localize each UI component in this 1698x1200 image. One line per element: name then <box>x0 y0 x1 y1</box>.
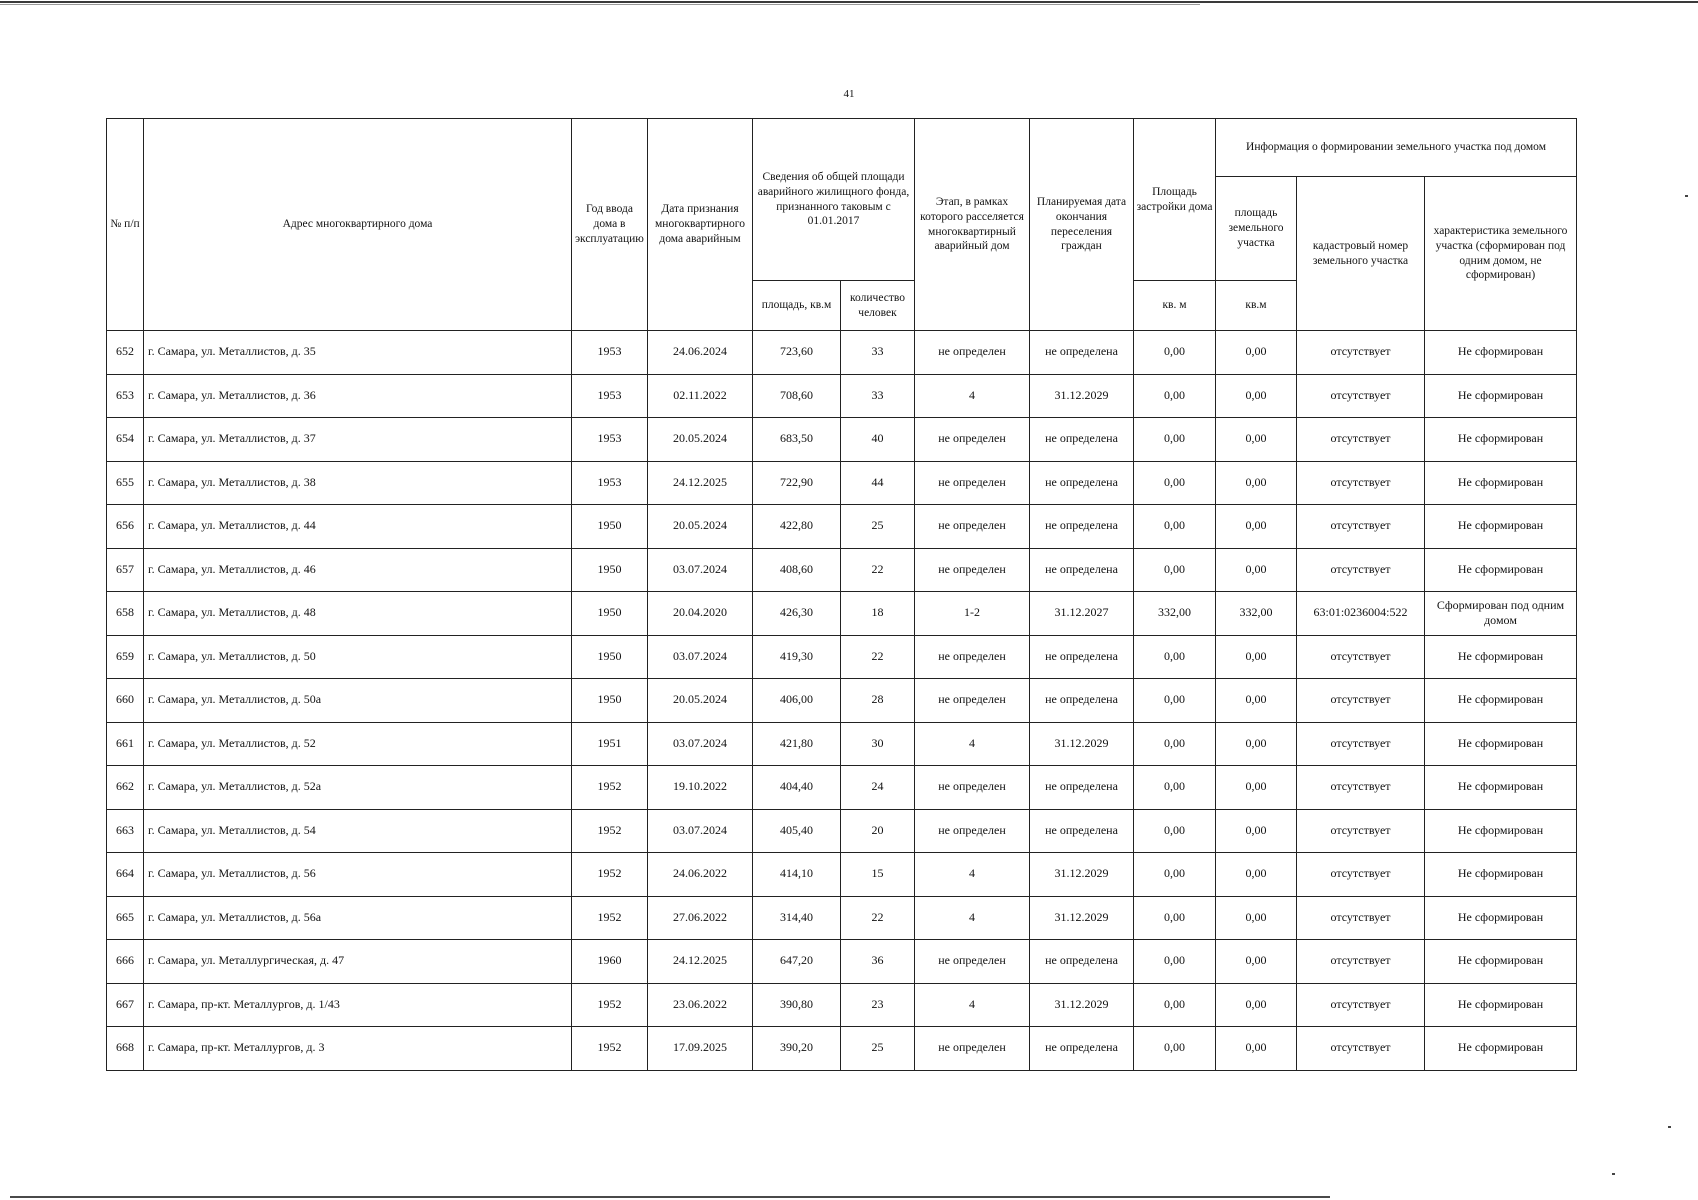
cell-row-number: 663 <box>107 809 144 853</box>
cell-land-area: 0,00 <box>1216 505 1297 549</box>
cell-footprint-area: 0,00 <box>1134 940 1216 984</box>
cell-footprint-area: 0,00 <box>1134 331 1216 375</box>
table-row <box>107 635 1577 679</box>
cell-land-characteristic: Не сформирован <box>1425 983 1577 1027</box>
cell-planned-date: не определена <box>1030 418 1134 462</box>
cell-people-count: 44 <box>841 461 915 505</box>
table-row <box>107 940 1577 984</box>
cell-row-number: 661 <box>107 722 144 766</box>
cell-cadastral-number: отсутствует <box>1297 809 1425 853</box>
cell-recognition-date: 24.12.2025 <box>648 940 753 984</box>
cell-recognition-date: 24.12.2025 <box>648 461 753 505</box>
cell-address: г. Самара, ул. Металлистов, д. 35 <box>144 331 572 375</box>
cell-stage: 4 <box>915 896 1030 940</box>
cell-address: г. Самара, пр-кт. Металлургов, д. 3 <box>144 1027 572 1071</box>
cell-row-number: 659 <box>107 635 144 679</box>
cell-area-sqm: 722,90 <box>753 461 841 505</box>
cell-recognition-date: 19.10.2022 <box>648 766 753 810</box>
cell-recognition-date: 20.04.2020 <box>648 592 753 636</box>
scan-speck <box>1612 1173 1615 1175</box>
header-planned-date: Планируемая дата окончания переселения граждан <box>1030 119 1134 331</box>
page-number: 41 <box>843 88 855 100</box>
cell-recognition-date: 17.09.2025 <box>648 1027 753 1071</box>
cell-footprint-area: 0,00 <box>1134 461 1216 505</box>
table-row <box>107 853 1577 897</box>
cell-people-count: 33 <box>841 374 915 418</box>
cell-people-count: 25 <box>841 505 915 549</box>
cell-cadastral-number: отсутствует <box>1297 331 1425 375</box>
cell-year: 1952 <box>572 809 648 853</box>
cell-footprint-area: 0,00 <box>1134 809 1216 853</box>
cell-land-area: 0,00 <box>1216 548 1297 592</box>
scan-edge-bottom <box>10 1196 1330 1198</box>
cell-area-sqm: 405,40 <box>753 809 841 853</box>
cell-cadastral-number: отсутствует <box>1297 461 1425 505</box>
cell-land-area: 0,00 <box>1216 374 1297 418</box>
cell-address: г. Самара, ул. Металлистов, д. 36 <box>144 374 572 418</box>
table-row <box>107 1027 1577 1071</box>
cell-row-number: 664 <box>107 853 144 897</box>
header-footprint-unit: кв. м <box>1134 281 1216 331</box>
cell-area-sqm: 419,30 <box>753 635 841 679</box>
table-row <box>107 505 1577 549</box>
cell-year: 1960 <box>572 940 648 984</box>
cell-year: 1952 <box>572 983 648 1027</box>
cell-land-characteristic: Не сформирован <box>1425 548 1577 592</box>
cell-area-sqm: 647,20 <box>753 940 841 984</box>
cell-land-characteristic: Не сформирован <box>1425 461 1577 505</box>
cell-planned-date: не определена <box>1030 461 1134 505</box>
cell-planned-date: не определена <box>1030 679 1134 723</box>
cell-area-sqm: 723,60 <box>753 331 841 375</box>
cell-cadastral-number: отсутствует <box>1297 896 1425 940</box>
cell-people-count: 23 <box>841 983 915 1027</box>
cell-area-sqm: 414,10 <box>753 853 841 897</box>
cell-address: г. Самара, ул. Металлистов, д. 38 <box>144 461 572 505</box>
cell-people-count: 20 <box>841 809 915 853</box>
cell-land-characteristic: Не сформирован <box>1425 896 1577 940</box>
cell-planned-date: 31.12.2027 <box>1030 592 1134 636</box>
emergency-housing-table <box>106 118 1577 1071</box>
cell-area-sqm: 314,40 <box>753 896 841 940</box>
cell-land-area: 0,00 <box>1216 809 1297 853</box>
cell-footprint-area: 0,00 <box>1134 679 1216 723</box>
scan-speck <box>1668 1126 1671 1128</box>
cell-planned-date: не определена <box>1030 1027 1134 1071</box>
cell-address: г. Самара, ул. Металлистов, д. 52а <box>144 766 572 810</box>
table-row <box>107 896 1577 940</box>
cell-planned-date: 31.12.2029 <box>1030 722 1134 766</box>
cell-people-count: 33 <box>841 331 915 375</box>
cell-recognition-date: 23.06.2022 <box>648 983 753 1027</box>
cell-land-characteristic: Не сформирован <box>1425 505 1577 549</box>
cell-land-area: 0,00 <box>1216 940 1297 984</box>
cell-footprint-area: 0,00 <box>1134 374 1216 418</box>
cell-row-number: 668 <box>107 1027 144 1071</box>
cell-row-number: 658 <box>107 592 144 636</box>
cell-footprint-area: 0,00 <box>1134 635 1216 679</box>
header-area-group: Сведения об общей площади аварийного жилищного фонда, признанного таковым с 01.01.2017 <box>753 119 915 281</box>
table-row <box>107 809 1577 853</box>
cell-planned-date: не определена <box>1030 809 1134 853</box>
cell-people-count: 15 <box>841 853 915 897</box>
cell-stage: не определен <box>915 940 1030 984</box>
cell-year: 1950 <box>572 548 648 592</box>
cell-land-characteristic: Не сформирован <box>1425 374 1577 418</box>
cell-cadastral-number: отсутствует <box>1297 1027 1425 1071</box>
cell-recognition-date: 24.06.2022 <box>648 853 753 897</box>
cell-address: г. Самара, ул. Металлистов, д. 37 <box>144 418 572 462</box>
cell-recognition-date: 03.07.2024 <box>648 635 753 679</box>
cell-land-characteristic: Не сформирован <box>1425 679 1577 723</box>
cell-footprint-area: 0,00 <box>1134 1027 1216 1071</box>
cell-land-characteristic: Не сформирован <box>1425 853 1577 897</box>
cell-people-count: 22 <box>841 548 915 592</box>
cell-planned-date: 31.12.2029 <box>1030 374 1134 418</box>
cell-address: г. Самара, ул. Металлистов, д. 54 <box>144 809 572 853</box>
cell-year: 1950 <box>572 592 648 636</box>
cell-planned-date: 31.12.2029 <box>1030 853 1134 897</box>
cell-footprint-area: 332,00 <box>1134 592 1216 636</box>
cell-footprint-area: 0,00 <box>1134 548 1216 592</box>
cell-stage: 4 <box>915 722 1030 766</box>
cell-cadastral-number: отсутствует <box>1297 983 1425 1027</box>
header-area-sqm: площадь, кв.м <box>753 281 841 331</box>
cell-recognition-date: 27.06.2022 <box>648 896 753 940</box>
cell-footprint-area: 0,00 <box>1134 983 1216 1027</box>
table-row <box>107 679 1577 723</box>
cell-year: 1953 <box>572 374 648 418</box>
cell-stage: не определен <box>915 331 1030 375</box>
cell-planned-date: не определена <box>1030 505 1134 549</box>
cell-area-sqm: 708,60 <box>753 374 841 418</box>
cell-land-characteristic: Не сформирован <box>1425 418 1577 462</box>
cell-land-area: 0,00 <box>1216 635 1297 679</box>
cell-stage: 4 <box>915 853 1030 897</box>
cell-cadastral-number: отсутствует <box>1297 548 1425 592</box>
cell-cadastral-number: отсутствует <box>1297 853 1425 897</box>
cell-cadastral-number: отсутствует <box>1297 722 1425 766</box>
header-footprint: Площадь застройки дома <box>1134 119 1216 281</box>
cell-planned-date: не определена <box>1030 331 1134 375</box>
cell-land-characteristic: Сформирован под одним домом <box>1425 592 1577 636</box>
header-cadastral: кадастровый номер земельного участка <box>1297 177 1425 331</box>
cell-cadastral-number: отсутствует <box>1297 766 1425 810</box>
cell-row-number: 655 <box>107 461 144 505</box>
cell-people-count: 28 <box>841 679 915 723</box>
cell-recognition-date: 03.07.2024 <box>648 722 753 766</box>
cell-footprint-area: 0,00 <box>1134 853 1216 897</box>
cell-footprint-area: 0,00 <box>1134 505 1216 549</box>
cell-row-number: 660 <box>107 679 144 723</box>
cell-cadastral-number: отсутствует <box>1297 679 1425 723</box>
cell-stage: не определен <box>915 1027 1030 1071</box>
cell-stage: не определен <box>915 548 1030 592</box>
cell-area-sqm: 421,80 <box>753 722 841 766</box>
cell-stage: не определен <box>915 635 1030 679</box>
cell-cadastral-number: отсутствует <box>1297 635 1425 679</box>
cell-people-count: 22 <box>841 896 915 940</box>
cell-stage: 4 <box>915 374 1030 418</box>
cell-land-characteristic: Не сформирован <box>1425 1027 1577 1071</box>
cell-area-sqm: 390,20 <box>753 1027 841 1071</box>
table-row <box>107 592 1577 636</box>
cell-stage: не определен <box>915 418 1030 462</box>
cell-footprint-area: 0,00 <box>1134 722 1216 766</box>
scan-speck <box>1685 195 1688 197</box>
table-row <box>107 983 1577 1027</box>
header-address: Адрес многоквартирного дома <box>144 119 572 331</box>
cell-address: г. Самара, ул. Металлистов, д. 44 <box>144 505 572 549</box>
cell-recognition-date: 20.05.2024 <box>648 679 753 723</box>
cell-people-count: 24 <box>841 766 915 810</box>
cell-row-number: 654 <box>107 418 144 462</box>
cell-land-area: 0,00 <box>1216 766 1297 810</box>
scan-edge-top <box>0 1 1698 3</box>
cell-people-count: 25 <box>841 1027 915 1071</box>
table-row <box>107 461 1577 505</box>
cell-year: 1953 <box>572 331 648 375</box>
cell-land-characteristic: Не сформирован <box>1425 635 1577 679</box>
cell-address: г. Самара, ул. Металлургическая, д. 47 <box>144 940 572 984</box>
cell-recognition-date: 03.07.2024 <box>648 548 753 592</box>
cell-people-count: 40 <box>841 418 915 462</box>
cell-row-number: 653 <box>107 374 144 418</box>
cell-planned-date: 31.12.2029 <box>1030 896 1134 940</box>
table-row <box>107 766 1577 810</box>
cell-land-characteristic: Не сформирован <box>1425 940 1577 984</box>
cell-area-sqm: 426,30 <box>753 592 841 636</box>
cell-year: 1952 <box>572 896 648 940</box>
cell-land-area: 0,00 <box>1216 461 1297 505</box>
cell-land-characteristic: Не сформирован <box>1425 766 1577 810</box>
cell-cadastral-number: 63:01:0236004:522 <box>1297 592 1425 636</box>
table-row <box>107 374 1577 418</box>
cell-area-sqm: 390,80 <box>753 983 841 1027</box>
cell-cadastral-number: отсутствует <box>1297 505 1425 549</box>
cell-recognition-date: 03.07.2024 <box>648 809 753 853</box>
cell-land-characteristic: Не сформирован <box>1425 722 1577 766</box>
cell-stage: не определен <box>915 809 1030 853</box>
cell-planned-date: не определена <box>1030 766 1134 810</box>
cell-land-area: 0,00 <box>1216 853 1297 897</box>
cell-year: 1950 <box>572 679 648 723</box>
cell-address: г. Самара, ул. Металлистов, д. 48 <box>144 592 572 636</box>
header-land-characteristic: характеристика земельного участка (сформирован под одним домом, не сформирован) <box>1425 177 1577 331</box>
cell-stage: не определен <box>915 679 1030 723</box>
cell-row-number: 665 <box>107 896 144 940</box>
cell-people-count: 18 <box>841 592 915 636</box>
table-row <box>107 331 1577 375</box>
cell-land-area: 0,00 <box>1216 722 1297 766</box>
cell-footprint-area: 0,00 <box>1134 896 1216 940</box>
cell-address: г. Самара, ул. Металлистов, д. 56а <box>144 896 572 940</box>
cell-land-area: 0,00 <box>1216 1027 1297 1071</box>
header-land-group: Информация о формировании земельного участка под домом <box>1216 119 1577 177</box>
cell-footprint-area: 0,00 <box>1134 418 1216 462</box>
cell-land-area: 0,00 <box>1216 679 1297 723</box>
table-row <box>107 418 1577 462</box>
cell-land-characteristic: Не сформирован <box>1425 809 1577 853</box>
cell-row-number: 652 <box>107 331 144 375</box>
cell-year: 1953 <box>572 461 648 505</box>
cell-planned-date: не определена <box>1030 548 1134 592</box>
cell-year: 1951 <box>572 722 648 766</box>
cell-recognition-date: 20.05.2024 <box>648 418 753 462</box>
cell-stage: не определен <box>915 766 1030 810</box>
cell-stage: не определен <box>915 505 1030 549</box>
cell-land-characteristic: Не сформирован <box>1425 331 1577 375</box>
cell-area-sqm: 683,50 <box>753 418 841 462</box>
cell-stage: 4 <box>915 983 1030 1027</box>
cell-row-number: 656 <box>107 505 144 549</box>
cell-address: г. Самара, ул. Металлистов, д. 56 <box>144 853 572 897</box>
header-recognition-date: Дата признания многоквартирного дома аварийным <box>648 119 753 331</box>
cell-area-sqm: 404,40 <box>753 766 841 810</box>
cell-address: г. Самара, ул. Металлистов, д. 52 <box>144 722 572 766</box>
cell-planned-date: не определена <box>1030 940 1134 984</box>
cell-row-number: 666 <box>107 940 144 984</box>
table-row <box>107 722 1577 766</box>
cell-recognition-date: 20.05.2024 <box>648 505 753 549</box>
cell-people-count: 30 <box>841 722 915 766</box>
cell-land-area: 332,00 <box>1216 592 1297 636</box>
cell-address: г. Самара, ул. Металлистов, д. 50а <box>144 679 572 723</box>
cell-land-area: 0,00 <box>1216 896 1297 940</box>
cell-address: г. Самара, пр-кт. Металлургов, д. 1/43 <box>144 983 572 1027</box>
header-land-area-unit: кв.м <box>1216 281 1297 331</box>
cell-year: 1952 <box>572 766 648 810</box>
cell-planned-date: не определена <box>1030 635 1134 679</box>
cell-land-area: 0,00 <box>1216 331 1297 375</box>
cell-stage: 1-2 <box>915 592 1030 636</box>
cell-area-sqm: 408,60 <box>753 548 841 592</box>
header-stage: Этап, в рамках которого расселяется многоквартирный аварийный дом <box>915 119 1030 331</box>
cell-year: 1950 <box>572 635 648 679</box>
header-year: Год ввода дома в эксплуатацию <box>572 119 648 331</box>
cell-cadastral-number: отсутствует <box>1297 940 1425 984</box>
cell-year: 1952 <box>572 1027 648 1071</box>
cell-row-number: 662 <box>107 766 144 810</box>
cell-year: 1953 <box>572 418 648 462</box>
cell-land-area: 0,00 <box>1216 983 1297 1027</box>
table-row <box>107 548 1577 592</box>
cell-stage: не определен <box>915 461 1030 505</box>
cell-row-number: 657 <box>107 548 144 592</box>
scan-edge-top-secondary <box>0 4 1200 5</box>
cell-area-sqm: 406,00 <box>753 679 841 723</box>
cell-year: 1950 <box>572 505 648 549</box>
cell-address: г. Самара, ул. Металлистов, д. 50 <box>144 635 572 679</box>
cell-address: г. Самара, ул. Металлистов, д. 46 <box>144 548 572 592</box>
cell-cadastral-number: отсутствует <box>1297 374 1425 418</box>
cell-people-count: 36 <box>841 940 915 984</box>
cell-area-sqm: 422,80 <box>753 505 841 549</box>
header-people: количество человек <box>841 281 915 331</box>
cell-land-area: 0,00 <box>1216 418 1297 462</box>
cell-recognition-date: 02.11.2022 <box>648 374 753 418</box>
cell-year: 1952 <box>572 853 648 897</box>
cell-recognition-date: 24.06.2024 <box>648 331 753 375</box>
header-land-area: площадь земельного участка <box>1216 177 1297 281</box>
cell-cadastral-number: отсутствует <box>1297 418 1425 462</box>
cell-planned-date: 31.12.2029 <box>1030 983 1134 1027</box>
cell-people-count: 22 <box>841 635 915 679</box>
header-number: № п/п <box>107 119 144 331</box>
cell-row-number: 667 <box>107 983 144 1027</box>
cell-footprint-area: 0,00 <box>1134 766 1216 810</box>
